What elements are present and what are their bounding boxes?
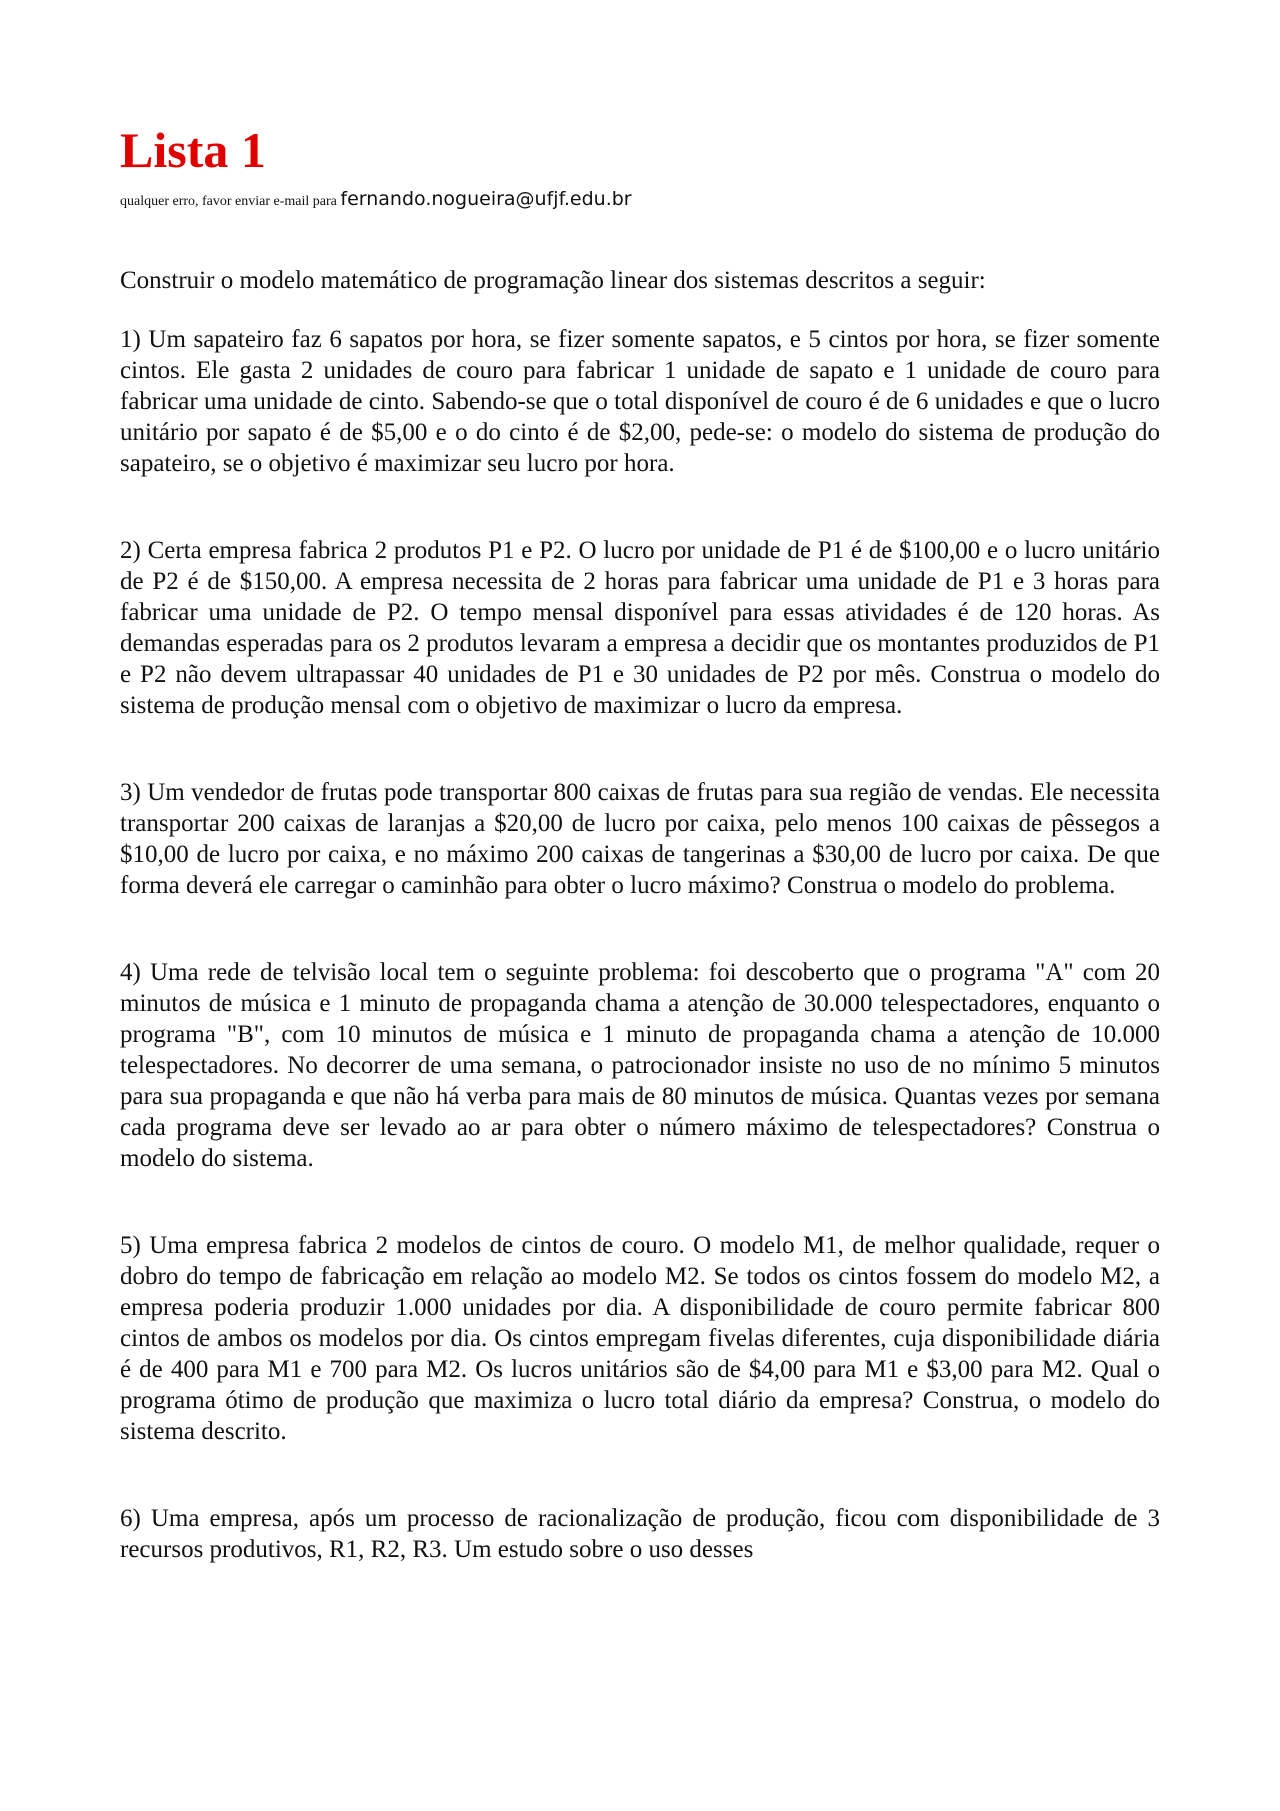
question-5: 5) Uma empresa fabrica 2 modelos de cintos de couro. O modelo M1, de melhor qualidade, requer o dobro do tempo de fabricação em relação ao modelo M2. Se todos os cintos fossem do modelo M2, a empresa poderia produzir 1.000 unidades por dia. A disponibilidade de couro permite fabricar 800 cintos de ambos os modelos por dia. Os cintos empregam fivelas diferentes, cuja disponibilidade diária é de 400 para M1 e 700 para M2. Os lucros unitários são de $4,00 para M1 e $3,00 para M2. Qual o programa ótimo de produção que maximiza o lucro total diário da empresa? Construa, o modelo do sistema descrito. xyxy=(120,1232,1160,1445)
subtitle-text: qualquer erro, favor enviar e-mail para xyxy=(120,194,341,209)
subtitle xyxy=(120,188,1160,213)
question-6: 6) Uma empresa, após um processo de racionalização de produção, ficou com disponibilidade de 3 recursos produtivos, R1, R2, R3. Um estudo sobre o uso desses xyxy=(120,1505,1160,1563)
intro-paragraph: Construir o modelo matemático de programação linear dos sistemas descritos a seguir: xyxy=(120,267,986,294)
document-page xyxy=(120,118,1160,1565)
question-2: 2) Certa empresa fabrica 2 produtos P1 e P2. O lucro por unidade de P1 é de $100,00 e o lucro unitário de P2 é de $150,00. A empresa necessita de 2 horas para fabricar uma unidade de P1 e 3 horas para fabricar uma unidade de P2. O tempo mensal disponível para essas atividades é de 120 horas. As demandas esperadas para os 2 produtos levaram a empresa a decidir que os montantes produzidos de P1 e P2 não devem ultrapassar 40 unidades de P1 e 30 unidades de P2 por mês. Construa o modelo do sistema de produção mensal com o objetivo de maximizar o lucro da empresa. xyxy=(120,537,1160,719)
question-1: 1) Um sapateiro faz 6 sapatos por hora, se fizer somente sapatos, e 5 cintos por hora, se fizer somente cintos. Ele gasta 2 unidades de couro para fabricar 1 unidade de sapato e 1 unidade de couro para fabricar uma unidade de cinto. Sabendo-se que o total disponível de couro é de 6 unidades e que o lucro unitário por sapato é de $5,00 e o do cinto é de $2,00, pede-se: o modelo do sistema de produção do sapateiro, se o objetivo é maximizar seu lucro por hora. xyxy=(120,326,1160,477)
page-title: Lista 1 xyxy=(120,122,266,178)
question-4: 4) Uma rede de telvisão local tem o seguinte problema: foi descoberto que o programa "A" com 20 minutos de música e 1 minuto de propaganda chama a atenção de 30.000 telespectadores, enquanto o programa "B", com 10 minutos de música e 1 minuto de propaganda chama a atenção de 10.000 telespectadores. No decorrer de uma semana, o patrocionador insiste no uso de no mínimo 5 minutos para sua propaganda e que não há verba para mais de 80 minutos de música. Quantas vezes por semana cada programa deve ser levado ao ar para obter o número máximo de telespectadores? Construa o modelo do sistema. xyxy=(120,959,1160,1172)
question-3: 3) Um vendedor de frutas pode transportar 800 caixas de frutas para sua região de vendas. Ele necessita transportar 200 caixas de laranjas a $20,00 de lucro por caixa, pelo menos 100 caixas de pêssegos a $10,00 de lucro por caixa, e no máximo 200 caixas de tangerinas a $30,00 de lucro por caixa. De que forma deverá ele carregar o caminhão para obter o lucro máximo? Construa o modelo do problema. xyxy=(120,779,1160,899)
contact-email: fernando.nogueira@ufjf.edu.br xyxy=(340,188,632,210)
